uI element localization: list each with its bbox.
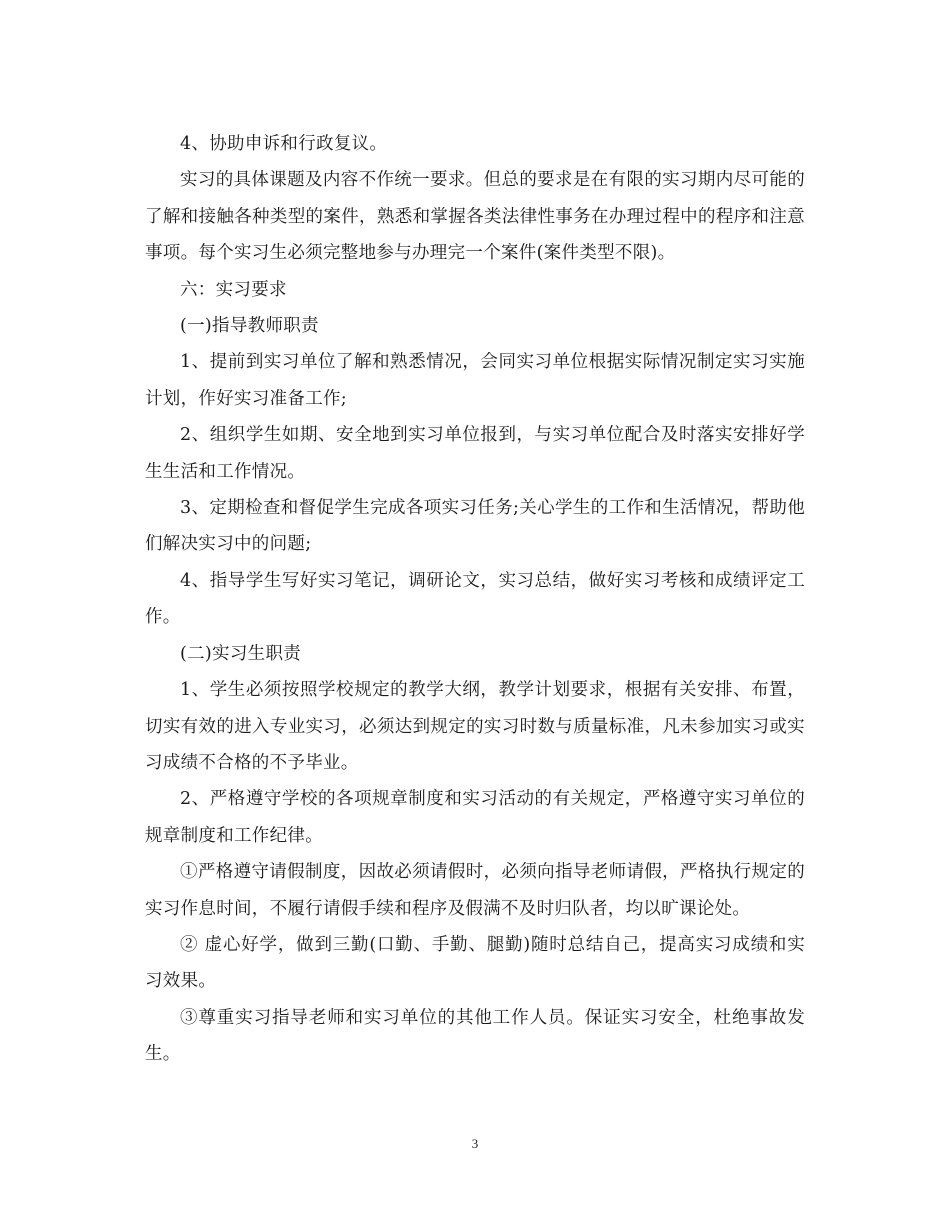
paragraph: ② 虚心好学，做到三勤(口勤、手勤、腿勤)随时总结自己，提高实习成绩和实习效果。 — [145, 934, 805, 992]
paragraph: 1、提前到实习单位了解和熟悉情况，会同实习单位根据实际情况制定实习实施计划，作好实习准备工作; — [145, 352, 805, 409]
paragraph: 4、协助申诉和行政复议。 — [180, 134, 388, 154]
section-heading: 六：实习要求 — [180, 279, 287, 300]
paragraph: ③尊重实习指导老师和实习单位的其他工作人员。保证实习安全，杜绝事故发生。 — [145, 1007, 805, 1065]
subsection-heading: (一)指导教师职责 — [180, 316, 319, 337]
document-body — [145, 126, 805, 1073]
paragraph: 3、定期检查和督促学生完成各项实习任务;关心学生的工作和生活情况，帮助他们解决实习中的问题; — [145, 498, 805, 555]
paragraph: 1、学生必须按照学校规定的教学大纲，教学计划要求，根据有关安排、布置，切实有效的进入专业实习，必须达到规定的实习时数与质量标准，凡未参加实习或实习成绩不合格的不予毕业。 — [145, 680, 805, 773]
paragraph: 实习的具体课题及内容不作统一要求。但总的要求是在有限的实习期内尽可能的了解和接触各种类型的案件，熟悉和掌握各类法律性事务在办理过程中的程序和注意事项。每个实习生必须完整地参与办理完一个案件(案件类型不限)。 — [145, 170, 805, 264]
page-number: 3 — [471, 1136, 479, 1151]
paragraph: 2、组织学生如期、安全地到实习单位报到，与实习单位配合及时落实安排好学生生活和工作情况。 — [145, 425, 805, 482]
subsection-heading: (二)实习生职责 — [180, 643, 302, 664]
paragraph: 2、严格遵守学校的各项规章制度和实习活动的有关规定，严格遵守实习单位的规章制度和工作纪律。 — [145, 789, 805, 846]
paragraph: ①严格遵守请假制度，因故必须请假时，必须向指导老师请假，严格执行规定的实习作息时间，不履行请假手续和程序及假满不及时归队者，均以旷课论处。 — [145, 862, 805, 919]
paragraph: 4、指导学生写好实习笔记，调研论文，实习总结，做好实习考核和成绩评定工作。 — [145, 570, 805, 628]
